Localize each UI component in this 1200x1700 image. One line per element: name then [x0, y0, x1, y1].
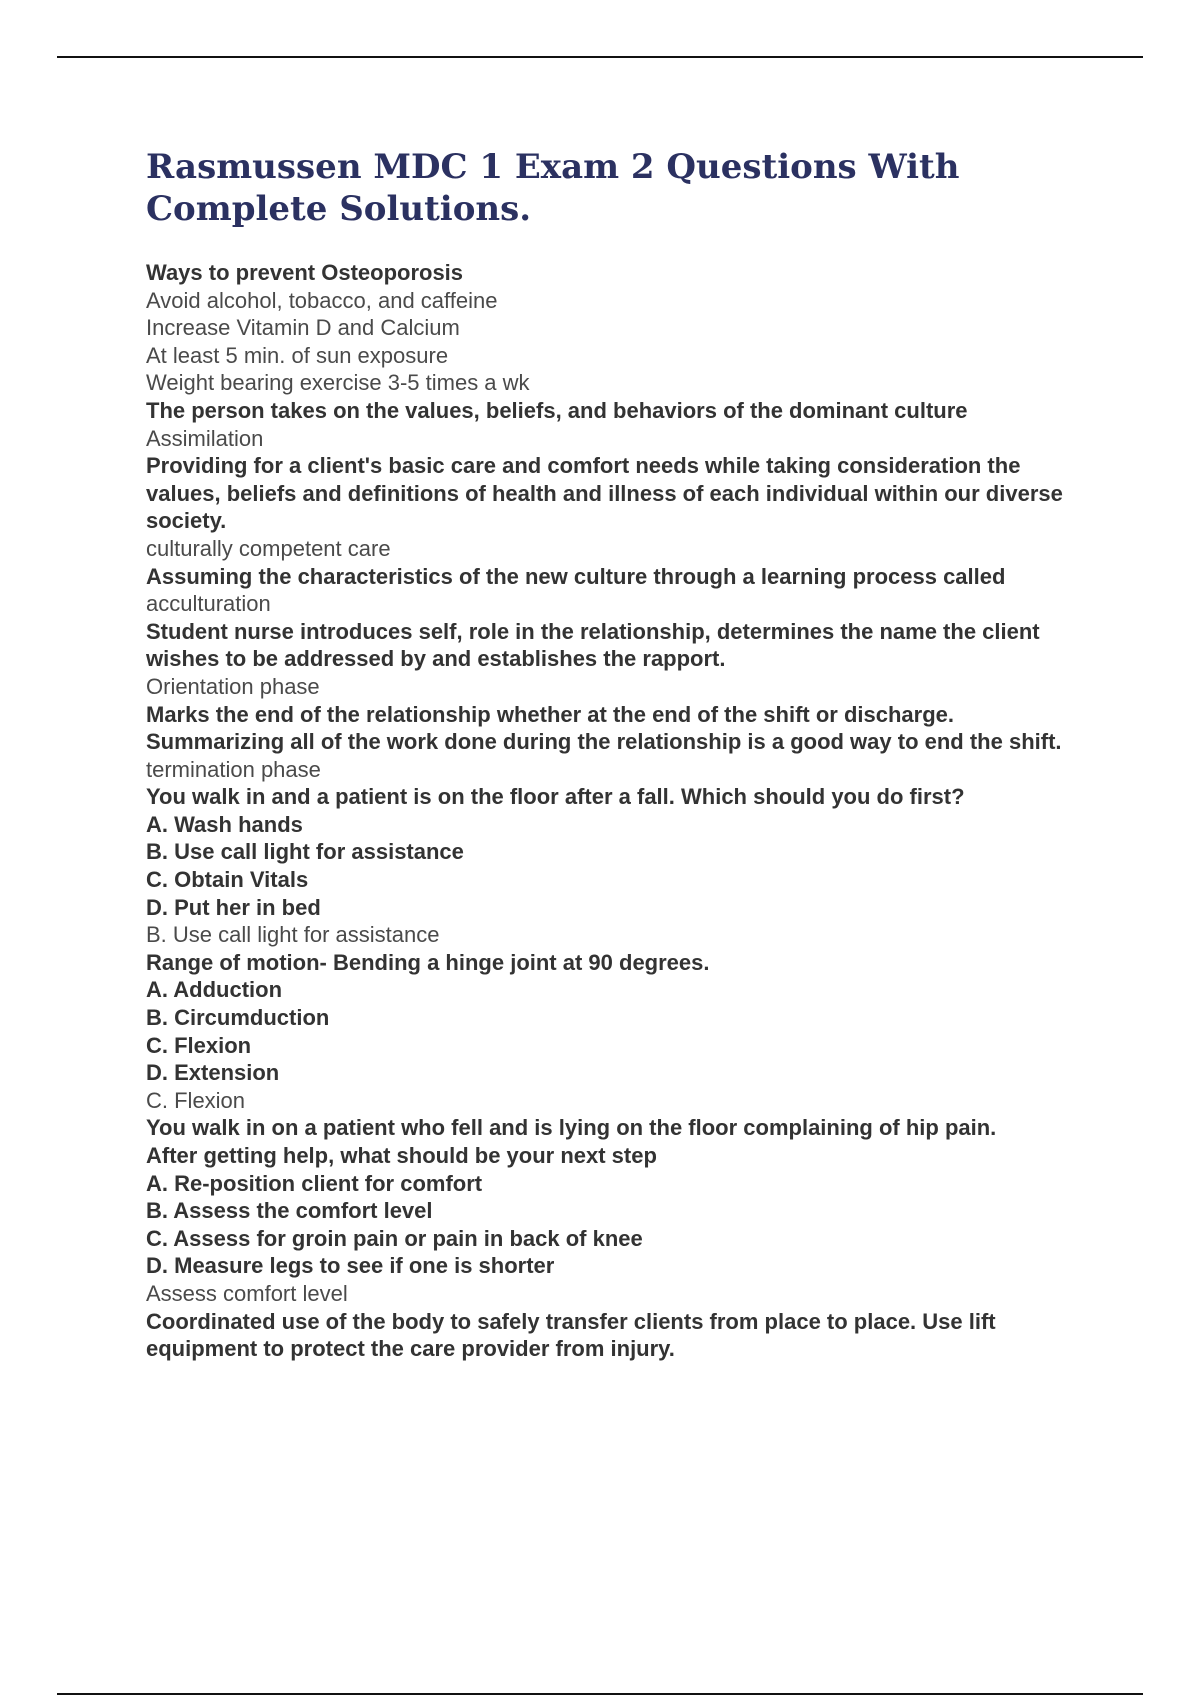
answer-text: acculturation	[146, 591, 271, 617]
answer-text: Weight bearing exercise 3-5 times a wk	[146, 370, 530, 396]
answer-text: At least 5 min. of sun exposure	[146, 342, 449, 368]
question-text: You walk in on a patient who fell and is lying on the floor complaining of hip pain.	[146, 1115, 997, 1141]
option-text: A. Wash hands	[146, 811, 303, 837]
question-text: Student nurse introduces self, role in the relationship, determines the name the client wishes to be addressed by and establishes the rapport.	[146, 618, 1040, 672]
qa-item	[146, 1114, 1096, 1307]
qa-item	[146, 259, 1096, 397]
qa-item	[146, 1308, 1096, 1363]
header-rule	[57, 56, 1143, 58]
option-text: B. Circumduction	[146, 1005, 330, 1031]
answer-text: Increase Vitamin D and Calcium	[146, 315, 460, 341]
qa-item	[146, 949, 1096, 1115]
qa-item	[146, 452, 1096, 562]
question-text: The person takes on the values, beliefs, and behaviors of the dominant culture	[146, 397, 968, 423]
qa-item	[146, 783, 1096, 949]
option-text: D. Put her in bed	[146, 894, 321, 920]
answer-text: Avoid alcohol, tobacco, and caffeine	[146, 287, 498, 313]
option-text: C. Flexion	[146, 1032, 252, 1058]
option-text: A. Adduction	[146, 977, 283, 1003]
question-text: Assuming the characteristics of the new culture through a learning process called	[146, 563, 1006, 589]
qa-list	[146, 259, 1096, 1363]
question-text: Ways to prevent Osteoporosis	[146, 260, 464, 285]
question-text: Marks the end of the relationship whether at the end of the shift or discharge. Summarizing all of the work done during the relationship is a good way to end the shift.	[146, 701, 1062, 755]
answer-text: Orientation phase	[146, 673, 320, 699]
document-title: Rasmussen MDC 1 Exam 2 Questions With Complete Solutions.	[146, 147, 960, 229]
question-text: Coordinated use of the body to safely transfer clients from place to place. Use lift equipment to protect the care provider from injury.	[146, 1308, 996, 1362]
qa-item	[146, 701, 1096, 784]
footer-rule	[57, 1693, 1143, 1695]
option-text: D. Measure legs to see if one is shorter	[146, 1253, 555, 1279]
question-text: Providing for a client's basic care and comfort needs while taking consideration the values, beliefs and definitions of health and illness of each individual within our diverse society.	[146, 453, 1063, 534]
option-text: A. Re-position client for comfort	[146, 1170, 483, 1196]
answer-text: termination phase	[146, 756, 321, 782]
answer-text: culturally competent care	[146, 535, 391, 561]
option-text: C. Assess for groin pain or pain in back of knee	[146, 1225, 643, 1251]
option-text: After getting help, what should be your next step	[146, 1143, 657, 1168]
qa-item	[146, 618, 1096, 701]
answer-text: B. Use call light for assistance	[146, 922, 440, 948]
answer-text: C. Flexion	[146, 1087, 246, 1113]
question-text: You walk in and a patient is on the floor after a fall. Which should you do first?	[146, 784, 965, 810]
option-text: B. Use call light for assistance	[146, 839, 464, 865]
qa-item	[146, 563, 1096, 618]
qa-item	[146, 397, 1096, 452]
option-text: B. Assess the comfort level	[146, 1198, 433, 1224]
question-text: Range of motion- Bending a hinge joint at 90 degrees.	[146, 949, 710, 975]
option-text: D. Extension	[146, 1060, 280, 1086]
answer-text: Assess comfort level	[146, 1280, 348, 1306]
answer-text: Assimilation	[146, 425, 264, 451]
option-text: C. Obtain Vitals	[146, 867, 309, 893]
